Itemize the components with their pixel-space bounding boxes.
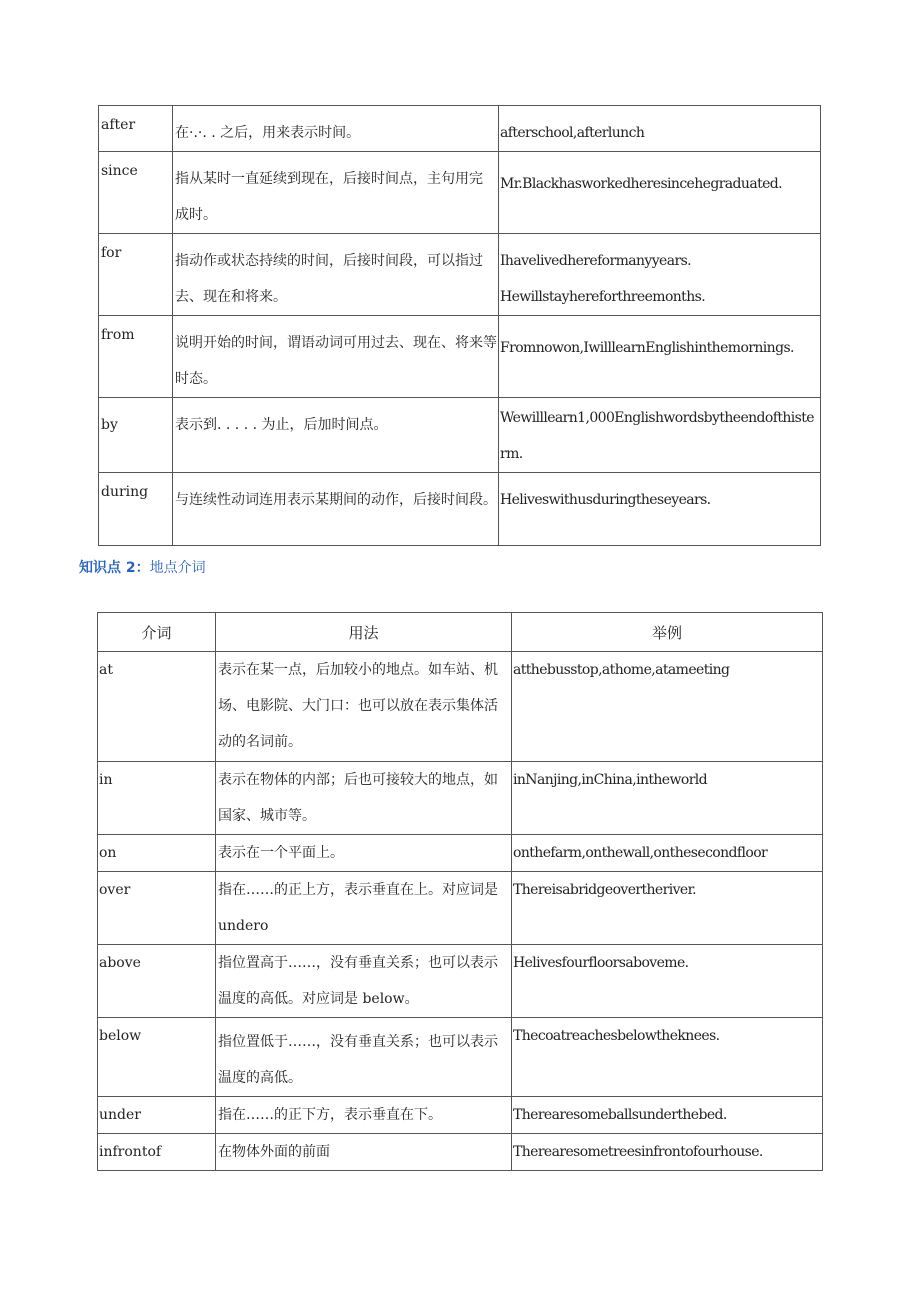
example-cell [499, 234, 821, 316]
time-prepositions-table [98, 105, 821, 546]
section-title: 地点介词 [149, 560, 206, 576]
usage-cell: 指位置高于……，没有垂直关系；也可以表示温度的高低。对应词是 below。 [216, 945, 512, 1018]
example-cell: Heliveswithusduringtheseyears. [499, 473, 821, 546]
example-cell: inNanjing,inChina,intheworld [512, 762, 823, 835]
usage-cell: 表示在一个平面上。 [216, 835, 512, 872]
prep-cell: for [99, 234, 173, 316]
table-row [99, 316, 821, 398]
prep-cell: under [98, 1097, 216, 1134]
example-cell: atthebusstop,athome,atameeting [512, 652, 823, 762]
prep-cell: during [99, 473, 173, 546]
usage-cell: 与连续性动词连用表示某期间的动作，后接时间段。 [173, 473, 499, 546]
table-row [98, 835, 823, 872]
usage-cell: 说明开始的时间，谓语动词可用过去、现在、将来等时态。 [173, 316, 499, 398]
usage-cell: 表示在物体的内部；后也可接较大的地点，如国家、城市等。 [216, 762, 512, 835]
table-header-row [98, 613, 823, 652]
section-heading [79, 557, 206, 577]
header-example: 举例 [512, 613, 823, 652]
example-line: Ihavelivedhereformanyyears. [500, 253, 691, 269]
prep-cell: in [98, 762, 216, 835]
table-row [98, 1097, 823, 1134]
example-cell: Helivesfourfloorsaboveme. [512, 945, 823, 1018]
usage-cell: 指在……的正下方，表示垂直在下。 [216, 1097, 512, 1134]
prep-cell: since [99, 152, 173, 234]
example-cell: Thecoatreachesbelowtheknees. [512, 1018, 823, 1097]
table-row [98, 872, 823, 945]
prep-cell: by [99, 398, 173, 473]
example-cell: Mr.Blackhasworkedheresincehegraduated. [499, 152, 821, 234]
usage-cell: 表示到. . . . . 为止，后加时间点。 [173, 398, 499, 473]
table-row [99, 106, 821, 152]
example-cell: Fromnowon,IwilllearnEnglishinthemornings. [499, 316, 821, 398]
table-row [99, 234, 821, 316]
example-line: Hewillstayhereforthreemonths. [500, 289, 706, 305]
prep-cell: over [98, 872, 216, 945]
table-row [99, 398, 821, 473]
example-cell: Therearesomeballsunderthebed. [512, 1097, 823, 1134]
header-usage: 用法 [216, 613, 512, 652]
usage-cell: 在·.·. . 之后，用来表示时间。 [173, 106, 499, 152]
prep-cell: from [99, 316, 173, 398]
table-row [98, 762, 823, 835]
prep-cell: above [98, 945, 216, 1018]
table-row [98, 945, 823, 1018]
section-label: 知识点 2： [79, 560, 150, 576]
example-cell: Thereisabridgeovertheriver. [512, 872, 823, 945]
example-cell: Wewilllearn1,000Englishwordsbytheendofthisterm. [499, 398, 821, 473]
header-prep: 介词 [98, 613, 216, 652]
table-row [99, 152, 821, 234]
usage-cell: 指动作或状态持续的时间，后接时间段，可以指过去、现在和将来。 [173, 234, 499, 316]
example-cell: afterschool,afterlunch [499, 106, 821, 152]
table-row [98, 652, 823, 762]
table-row [99, 473, 821, 546]
usage-cell: 指位置低于……，没有垂直关系；也可以表示温度的高低。 [216, 1018, 512, 1097]
table-row [98, 1018, 823, 1097]
prep-cell: below [98, 1018, 216, 1097]
usage-cell: 指从某时一直延续到现在，后接时间点，主句用完成时。 [173, 152, 499, 234]
usage-cell: 表示在某一点，后加较小的地点。如车站、机场、电影院、大门口：也可以放在表示集体活动的名词前。 [216, 652, 512, 762]
place-prepositions-table [97, 612, 823, 1171]
usage-cell: 指在……的正上方，表示垂直在上。对应词是 undero [216, 872, 512, 945]
prep-cell: at [98, 652, 216, 762]
table-row [98, 1134, 823, 1171]
prep-cell: on [98, 835, 216, 872]
prep-cell: after [99, 106, 173, 152]
example-cell: Therearesometreesinfrontofourhouse. [512, 1134, 823, 1171]
example-cell: onthefarm,onthewall,onthesecondfloor [512, 835, 823, 872]
usage-cell: 在物体外面的前面 [216, 1134, 512, 1171]
prep-cell: infrontof [98, 1134, 216, 1171]
